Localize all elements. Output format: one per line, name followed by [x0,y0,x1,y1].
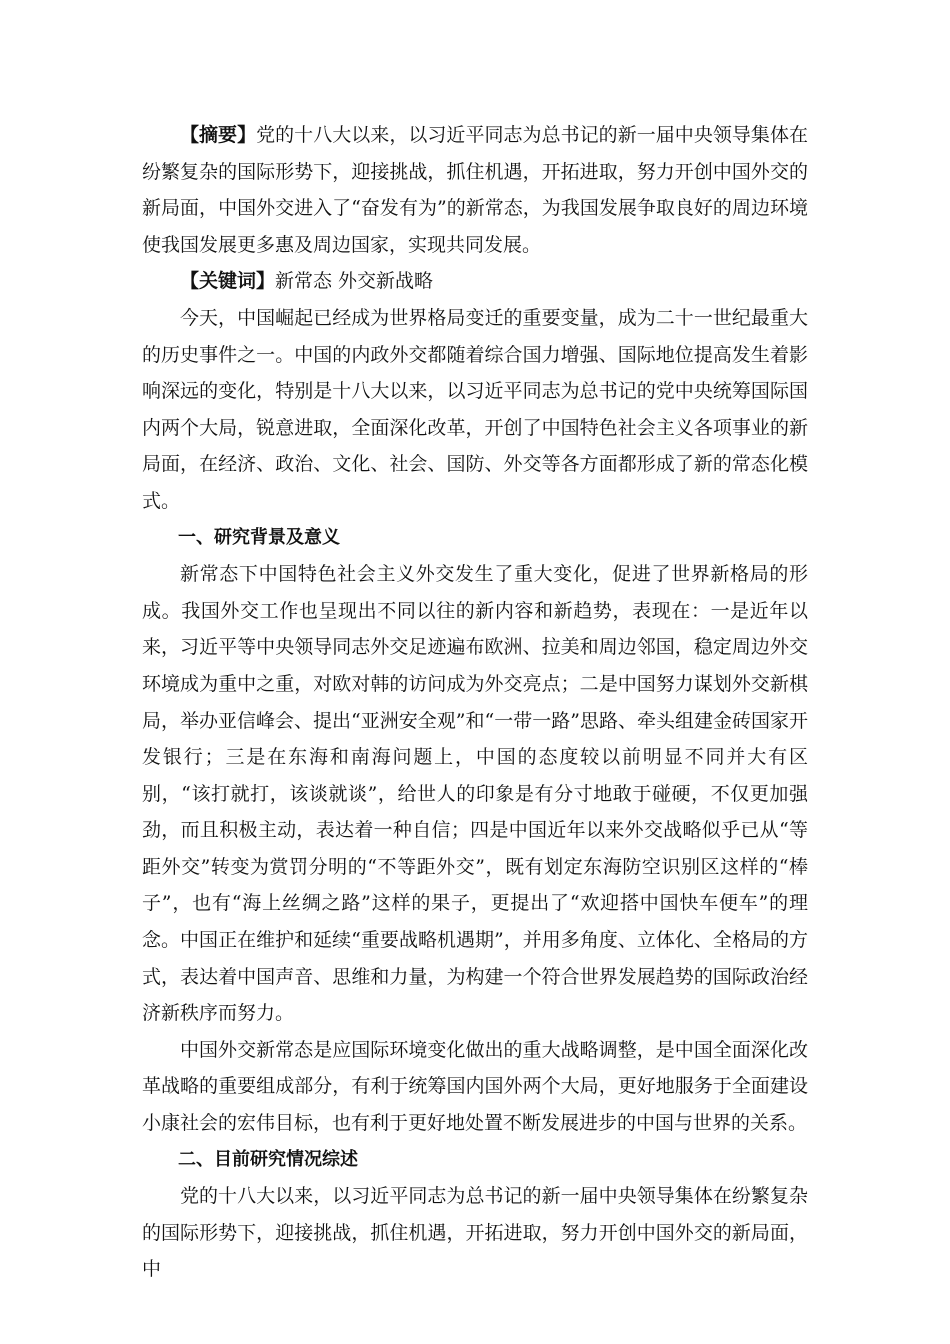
abstract-text: 党的十八大以来，以习近平同志为总书记的新一届中央领导集体在纷繁复杂的国际形势下，迎接挑战，抓住机遇，开拓进取，努力开创中国外交的新局面，中国外交进入了“奋发有为”的新常态，为我国发展争取良好的周边环境使我国发展更多惠及周边国家，实现共同发展。 [142,124,808,256]
section2-paragraph: 党的十八大以来，以习近平同志为总书记的新一届中央领导集体在纷繁复杂的国际形势下，迎接挑战，抓住机遇，开拓进取，努力开创中国外交的新局面，中 [142,1185,808,1281]
section1-paragraph: 中国外交新常态是应国际环境变化做出的重大战略调整，是中国全面深化改革战略的重要组成部分，有利于统筹国内国外两个大局，更好地服务于全面建设小康社会的宏伟目标，也有利于更好地处置不断发展进步的中国与世界的关系。 [142,1038,808,1135]
keywords-label: 【关键词】 [180,270,276,293]
abstract-label: 【摘要】 [180,124,257,146]
keywords-line [142,263,808,300]
document-body [142,117,808,1288]
section1-paragraph: 新常态下中国特色社会主义外交发生了重大变化，促进了世界新格局的形成。我国外交工作也呈现出不同以往的新内容和新趋势，表现在：一是近年以来，习近平等中央领导同志外交足迹遍布欧洲、拉美和周边邻国，稳定周边外交环境成为重中之重，对欧对韩的访问成为外交亮点；二是中国努力谋划外交新棋局，举办亚信峰会、提出“亚洲安全观”和“一带一路”思路、牵头组建金砖国家开发银行；三是在东海和南海问题上，中国的态度较以前明显不同并大有区别，“该打就打，该谈就谈”，给世人的印象是有分寸地敢于碰硬，不仅更加强劲，而且积极主动，表达着一种自信；四是中国近年以来外交战略似乎已从“等距外交”转变为赏罚分明的“不等距外交”，既有划定东海防空识别区这样的“棒子”，也有“海上丝绸之路”这样的果子，更提出了“欢迎搭中国快车便车”的理念。中国正在维护和延续“重要战略机遇期”，并用多角度、立体化、全格局的方式，表达着中国声音、思维和力量，为构建一个符合世界发展趋势的国际政治经济新秩序而努力。 [142,563,808,1025]
section-heading-2: 二、目前研究情况综述 [178,1148,358,1170]
section-heading-1: 一、研究背景及意义 [178,526,340,548]
intro-paragraph: 今天，中国崛起已经成为世界格局变迁的重要变量，成为二十一世纪最重大的历史事件之一。中国的内政外交都随着综合国力增强、国际地位提高发生着影响深远的变化，特别是十八大以来，以习近平同志为总书记的党中央统筹国际国内两个大局，锐意进取，全面深化改革，开创了中国特色社会主义各项事业的新局面，在经济、政治、文化、社会、国防、外交等各方面都形成了新的常态化模式。 [142,306,808,512]
abstract-paragraph [142,117,808,263]
keywords-text: 新常态 外交新战略 [275,270,434,293]
